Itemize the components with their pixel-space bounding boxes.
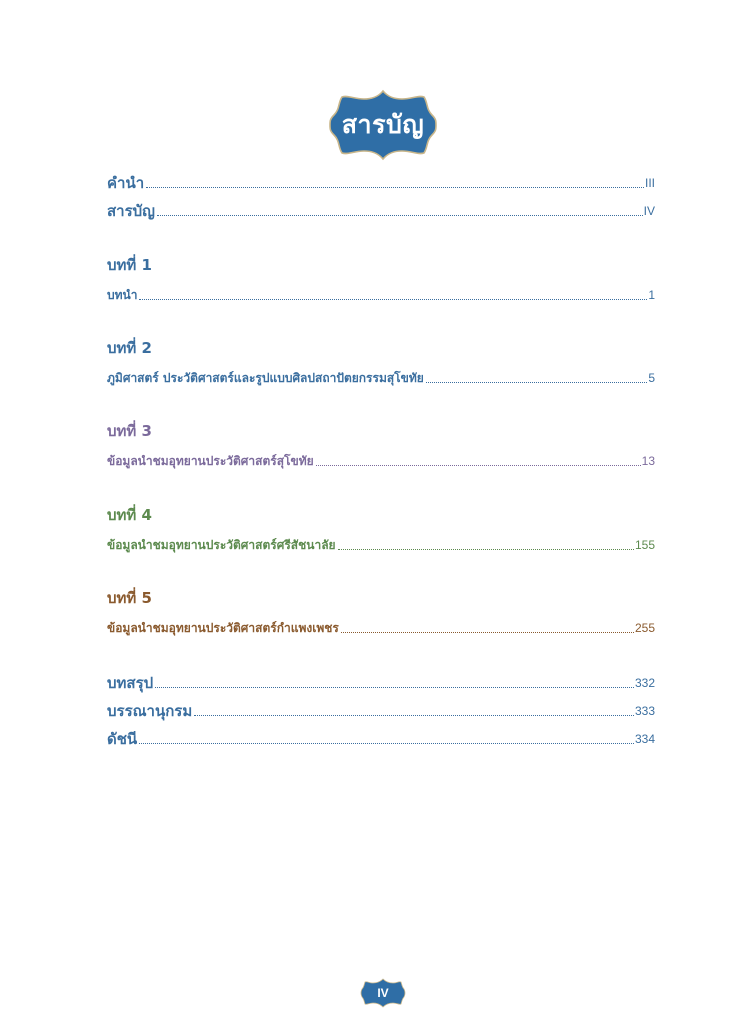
- toc-entry-label: ภูมิศาสตร์ ประวัติศาสตร์และรูปแบบศิลปสถาปัตยกรรมสุโขทัย: [107, 371, 424, 385]
- dot-leader: [338, 548, 634, 550]
- toc-entry-label: ข้อมูลนำชมอุทยานประวัติศาสตร์ศรีสัชนาลัย: [107, 538, 336, 552]
- toc-entry-chapter-3[interactable]: [107, 450, 655, 470]
- toc-entry-label: สารบัญ: [107, 202, 155, 220]
- dot-leader: [194, 714, 634, 716]
- toc-entry-preface[interactable]: [107, 172, 655, 192]
- toc-entry-chapter-1[interactable]: [107, 284, 655, 304]
- toc-entry-index[interactable]: [107, 728, 655, 748]
- toc-entry-contents[interactable]: [107, 200, 655, 220]
- toc-entry-chapter-2[interactable]: [107, 367, 655, 387]
- toc-page-number: III: [644, 176, 655, 190]
- chapter-3-heading: บทที่ 3: [107, 422, 152, 440]
- dot-leader: [341, 631, 634, 633]
- toc-entry-chapter-5[interactable]: [107, 617, 655, 637]
- toc-page-number: 333: [634, 704, 655, 718]
- toc-page-number: 1: [648, 288, 655, 302]
- toc-entry-bibliography[interactable]: [107, 700, 655, 720]
- dot-leader: [157, 214, 643, 216]
- toc-page-number: 155: [634, 538, 655, 552]
- toc-page-number: 13: [641, 454, 655, 468]
- page-title: สารบัญ: [341, 110, 425, 139]
- toc-entry-label: ข้อมูลนำชมอุทยานประวัติศาสตร์กำแพงเพชร: [107, 621, 339, 635]
- page-number: IV: [377, 986, 389, 1000]
- dot-leader: [139, 298, 647, 300]
- toc-page-number: 5: [648, 371, 655, 385]
- toc-entry-chapter-4[interactable]: [107, 534, 655, 554]
- toc-entry-label: บทนำ: [107, 288, 138, 302]
- dot-leader: [139, 742, 634, 744]
- page-number-badge: [360, 978, 406, 1008]
- chapter-4-heading: บทที่ 4: [107, 506, 152, 524]
- toc-page-number: IV: [643, 204, 655, 218]
- toc-page-number: 332: [634, 676, 655, 690]
- dot-leader: [146, 186, 644, 188]
- toc-entry-conclusion[interactable]: [107, 672, 655, 692]
- dot-leader: [426, 381, 648, 383]
- toc-page-number: 334: [634, 732, 655, 746]
- dot-leader: [155, 686, 634, 688]
- title-badge: [328, 89, 438, 161]
- chapter-5-heading: บทที่ 5: [107, 589, 152, 607]
- dot-leader: [316, 464, 641, 466]
- toc-page-number: 255: [634, 621, 655, 635]
- chapter-2-heading: บทที่ 2: [107, 339, 152, 357]
- toc-entry-label: คำนำ: [107, 174, 145, 192]
- toc-entry-label: ดัชนี: [107, 730, 138, 748]
- toc-entry-label: บทสรุป: [107, 674, 154, 692]
- toc-entry-label: ข้อมูลนำชมอุทยานประวัติศาสตร์สุโขทัย: [107, 454, 314, 468]
- chapter-1-heading: บทที่ 1: [107, 256, 152, 274]
- toc-entry-label: บรรณานุกรม: [107, 702, 193, 720]
